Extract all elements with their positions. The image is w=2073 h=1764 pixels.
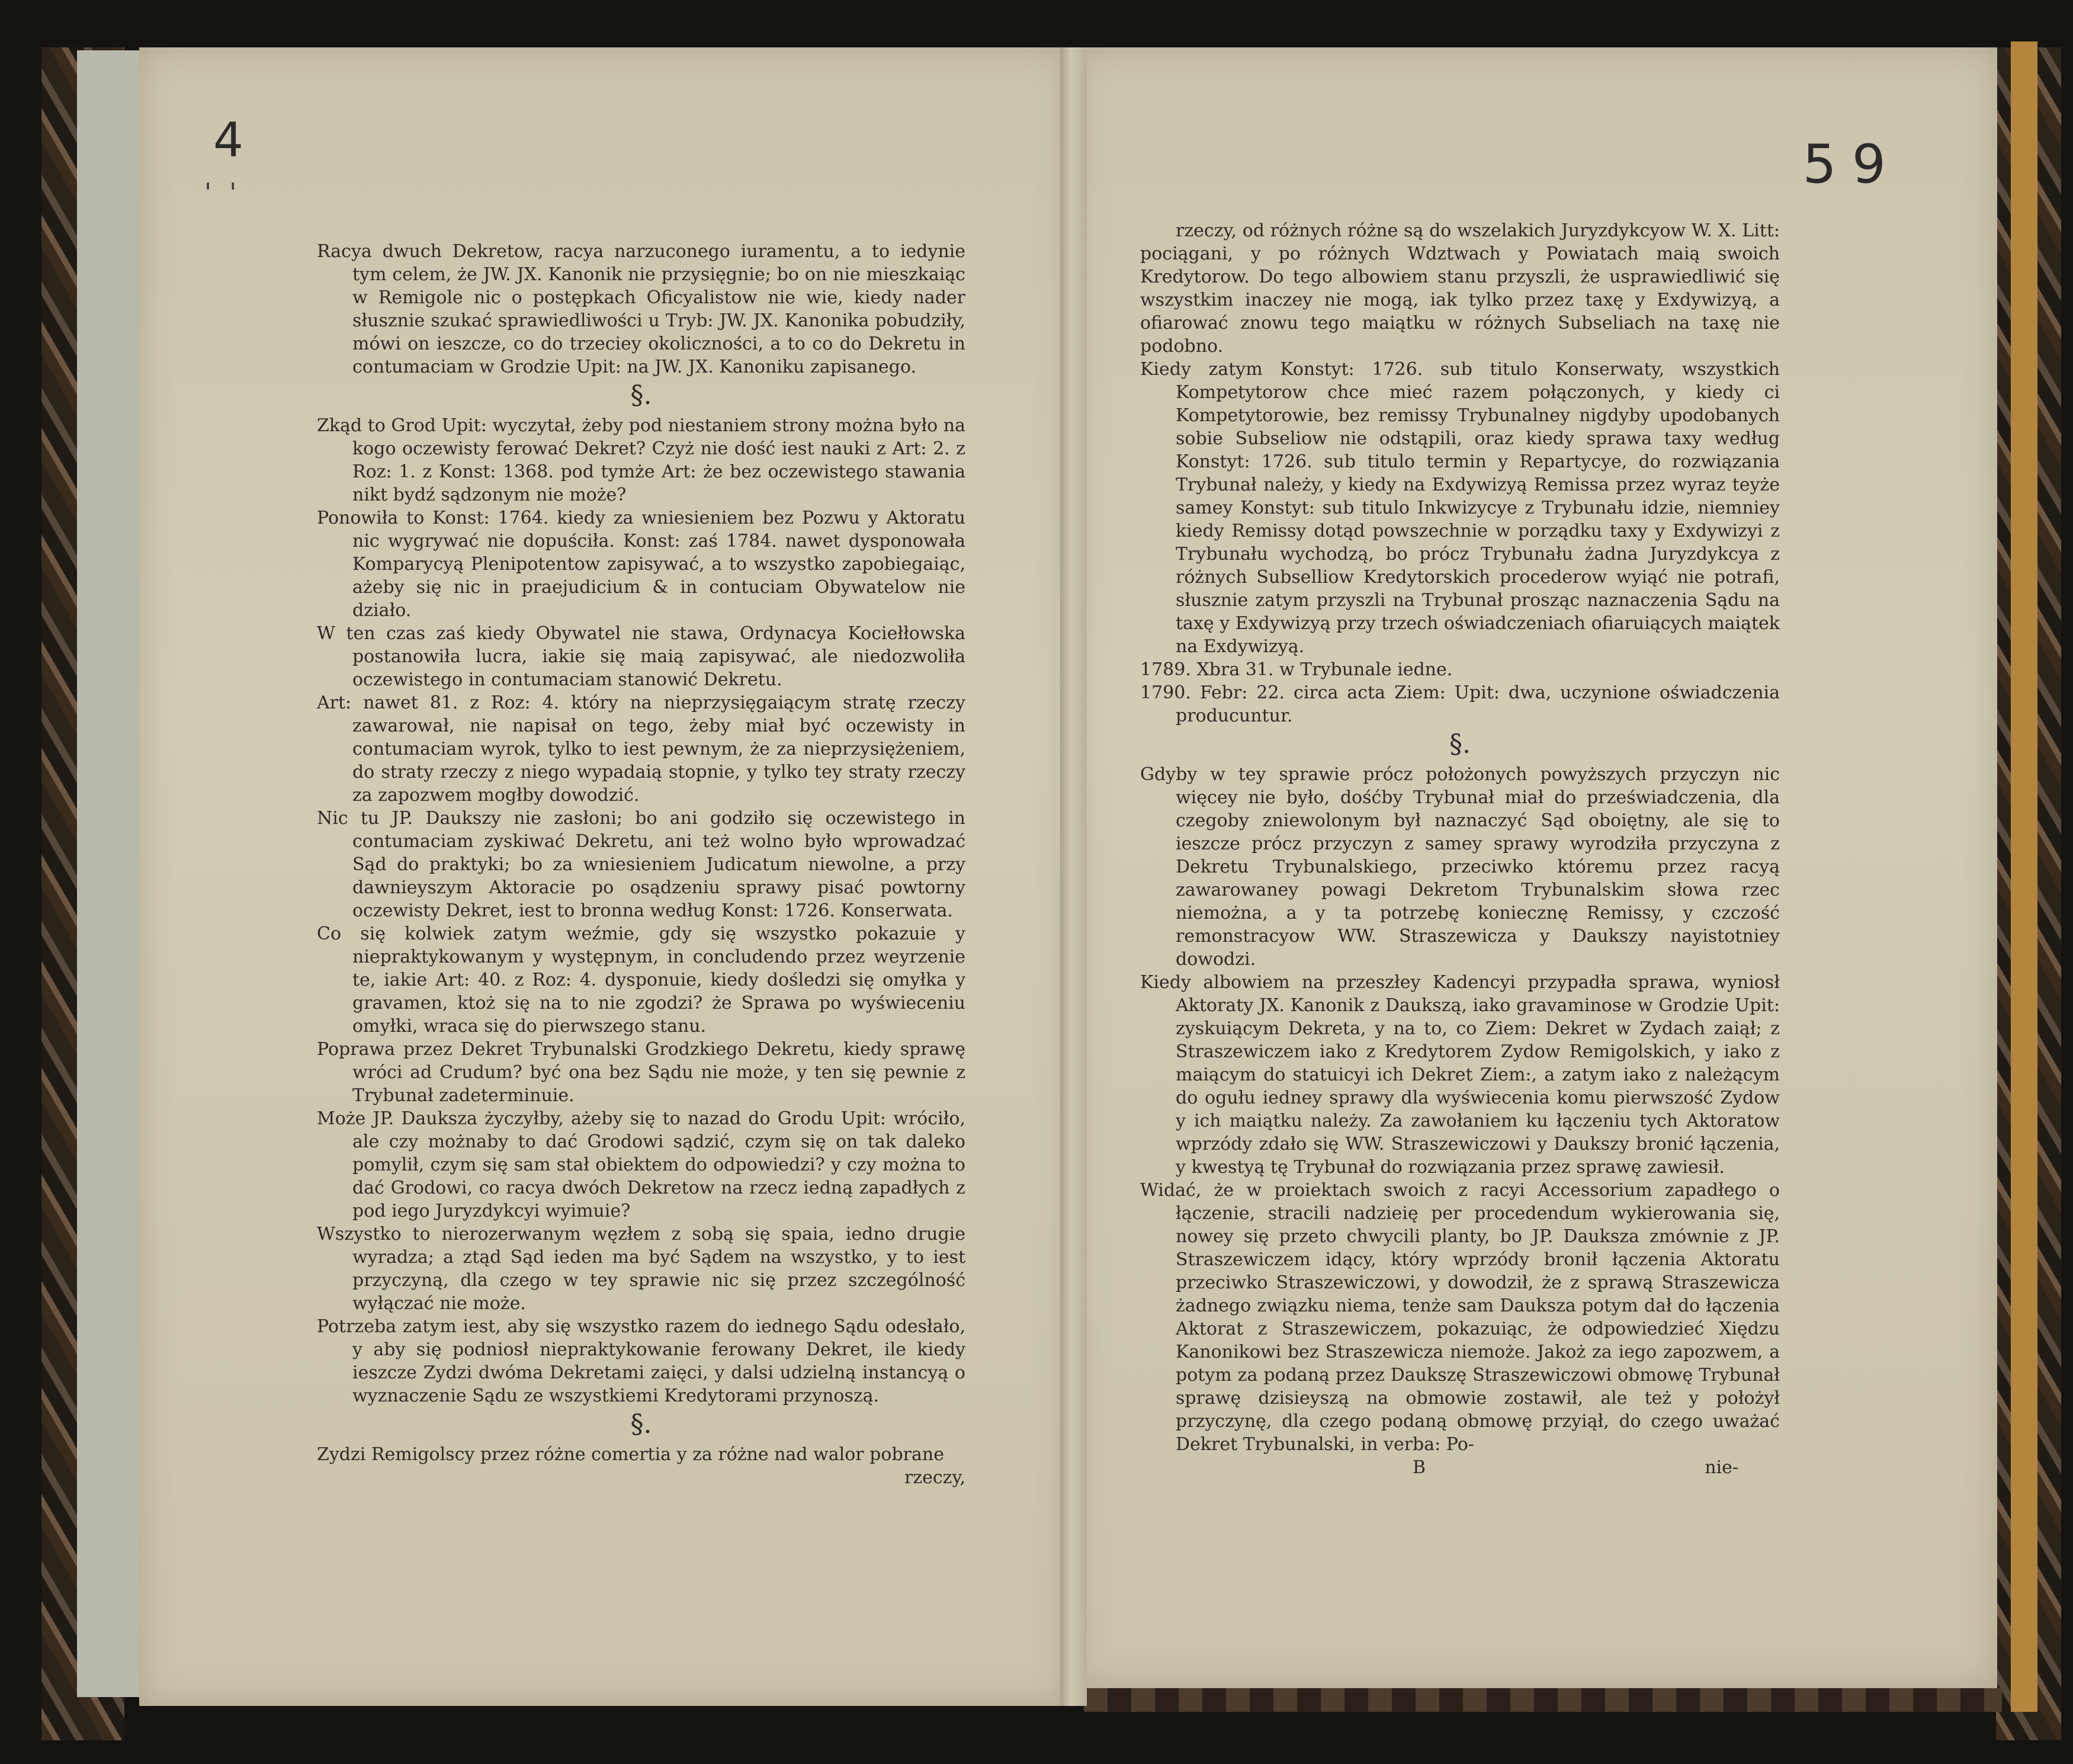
paragraph: W ten czas zaś kiedy Obywatel nie stawa, Ordynacya Kociełłowska postanowiła lucra, iakie się maią zapisywać, ale niedozwoliła oczewistego in contumaciam stanowić Dekretu.	[317, 623, 965, 690]
cover-edge	[2011, 41, 2037, 1712]
paragraph: Co się kolwiek zatym weźmie, gdy się wszystko pokazuie y niepraktykowanym y występnym, in concludendo przez weyrzenie te, iakie Art: 40. z Roz: 4. dysponuie, kiedy dośledzi się omyłka y gravamen, ktoż się na to nie zgodzi? że Sprawa po wyświeceniu omyłki, wraca się do pierwszego stanu.	[317, 923, 965, 1037]
left-page-text	[317, 240, 965, 1489]
paragraph: Potrzeba zatym iest, aby się wszystko razem do iednego Sądu odesłało, y aby się podniosł niepraktykowanie ferowany Dekret, ile kiedy ieszcze Zydzi dwóma Dekretami zaięci, y dalsi udzielną instancyą o wyznaczenie Sądu ze wszystkiemi Kredytorami przynoszą.	[317, 1316, 965, 1406]
signature-mark: B	[1413, 1457, 1426, 1478]
page-edges-bottom	[1084, 1688, 2002, 1712]
right-page-text	[1140, 219, 1780, 1479]
paragraph: Gdyby w tey sprawie prócz położonych powyższych przyczyn nic więcey nie było, dośćby Trybunał miał do przeświadczenia, dla czegoby zniewolonym był naznaczyć Sąd oboiętny, ale się to ieszcze prócz przyczyn z samey sprawy wyrodziła przyczyna z Dekretu Trybunalskiego, przeciwko któremu przez racyą zawarowaney powagi Dekretom Trybunalskim słowa rzec niemożna, a y ta potrzebę koniecznę Remissy, y czczość remonstracyow WW. Straszewicza y Daukszy nayistotniey dowodzi.	[1140, 764, 1780, 970]
paragraph: Zkąd to Grod Upit: wyczytał, żeby pod niestaniem strony można było na kogo oczewisty ferować Dekret? Czyż nie dość iest nauki z Art: 2. z Roz: 1. z Konst: 1368. pod tymże Art: że bez oczewistego stawania nikt bydź sądzonym nie może?	[317, 415, 965, 505]
catchword: nie-	[1705, 1457, 1738, 1478]
right-page-number-note: 59	[1802, 133, 1901, 195]
paragraph: Racya dwuch Dekretow, racya narzuconego iuramentu, a to iedynie tym celem, że JW. JX. Kanonik nie przysięgnie; bo on nie mieszkaiąc w Remigole nic o postępkach Oficyalistow nie wie, kiedy nader słusznie szukać sprawiedliwości u Tryb: JW. JX. Kanonika pobudziły, mówi on ieszcze, co do trzeciey okoliczności, a to co do Dekretu in contumaciam w Grodzie Upit: na JW. JX. Kanoniku zapisanego.	[317, 241, 965, 377]
pencil-mark: ' '	[204, 178, 242, 208]
section-mark: §.	[630, 1409, 652, 1439]
section-mark: §.	[630, 380, 652, 410]
closing-line: Zydzi Remigolscy przez różne comertia y za różne nad walor pobrane	[317, 1444, 944, 1465]
flyleaf	[77, 50, 145, 1697]
paragraph: Widać, że w proiektach swoich z racyi Accessorium zapadłego o łączenie, stracili nadzieię per procedendum wykierowania się, nowey się przeto chwycili planty, bo JP. Dauksza zmównie z JP. Straszewiczem idący, który wprzódy bronił łączenia Aktoratu przeciwko Straszewiczowi, y dowodził, że z sprawą Straszewicza żadnego związku niema, tenże sam Dauksza potym dał do łączenia Aktorat z Straszewiczem, pokazuiąc, że odpowiedzieć Xiędzu Kanonikowi bez Straszewicza niemoże. Jakoż za iego zapozwem, a potym za podaną przez Daukszę Straszewiczowi obmowę Trybunał sprawę dzisieyszą na obmowie zostawił, ale też y położył przyczynę, dla czego podaną obmowę przyiął, do czego uważać Dekret Trybunalski, in verba: Po-	[1140, 1180, 1780, 1455]
paragraph: rzeczy, od różnych różne są do wszelakich Juryzdykcyow W. X. Litt: pociągani, y po różnych Wdztwach y Powiatach maią swoich Kredytorow. Do tego albowiem stanu przyszli, że usprawiedliwić się wszystkim inaczey nie mogą, iak tylko przez taxę y Exdywizyą, a ofiarować znowu tego maiątku w różnych Subseliach na taxę nie podobno.	[1140, 220, 1780, 357]
paragraph: 1789. Xbra 31. w Trybunale iedne.	[1140, 659, 1453, 680]
left-page-number-note: 4	[213, 113, 243, 168]
paragraph: Kiedy albowiem na przeszłey Kadencyi przypadła sprawa, wyniosł Aktoraty JX. Kanonik z Daukszą, iako gravaminose w Grodzie Upit: zyskuiącym Dekreta, y na to, co Ziem: Dekret w Zydach zaiął; z Straszewiczem iako z Kredytorem Zydow Remigolskich, y iako z maiącym do statuicyi ich Dekret Ziem:, a zatym iako z należącym do ogułu iedney sprawy dla wyświecenia komu pierwszość Zydow y ich maiątku należy. Za zawołaniem ku łączeniu tych Aktoratow wprzódy zdało się WW. Straszewiczowi y Daukszy bronić łączenia, y kwestyą tę Trybunał do rozwiązania przez sprawę zawiesił.	[1140, 972, 1780, 1178]
signature-row	[1140, 1456, 1780, 1479]
paragraph: Art: nawet 81. z Roz: 4. który na nieprzysięgaiącym stratę rzeczy zawarował, nie napisał on tego, żeby miał być oczewisty in contumaciam wyrok, tylko to iest pewnym, że za nieprzysiężeniem, do straty rzeczy z niego wypadaią stopnie, y tylko tey straty rzeczy za zapozwem mogłby dowodzić.	[317, 692, 965, 806]
paragraph: Poprawa przez Dekret Trybunalski Grodzkiego Dekretu, kiedy sprawę wróci ad Crudum? być ona bez Sądu nie może, y ten się pewnie z Trybunał zadeterminuie.	[317, 1039, 965, 1106]
book-gutter	[1060, 47, 1087, 1706]
paragraph: Nic tu JP. Daukszy nie zasłoni; bo ani godziło się oczewistego in contumaciam zyskiwać Dekretu, ani też wolno było wprowadzać Sąd do praktyki; bo za wniesieniem Judicatum niewolne, a przy dawnieyszym Aktoracie po osądzeniu sprawy pisać powtorny oczewisty Dekret, iest to bronna według Konst: 1726. Konserwata.	[317, 808, 965, 921]
catchword: rzeczy,	[904, 1467, 965, 1488]
paragraph: 1790. Febr: 22. circa acta Ziem: Upit: dwa, uczynione oświadczenia producuntur.	[1140, 682, 1780, 726]
paragraph: Kiedy zatym Konstyt: 1726. sub titulo Konserwaty, wszystkich Kompetytorow chce mieć razem połączonych, y kiedy ci Kompetytorowie, bez remissy Trybunalney nigdyby upodobanych sobie Subseliow nie odstąpili, oraz kiedy sprawa taxy według Konstyt: 1726. sub titulo termin y Repartycye, do rozwiązania Trybunał należy, y kiedy na Exdywizyą Remissa przez wyraz teyże samey Konstyt: sub titulo Inkwizycye z Trybunału idzie, niemniey kiedy Remissy dotąd powszechnie w porządku taxy y Exdywizyi z Trybunału wychodzą, bo prócz Trybunału żadna Juryzdykcya z różnych Subselliow Kredytorskich procederow wyiąć nie potrafi, słusznie zatym przyszli na Trybunał prosząc naznaczenia Sądu na taxę y Exdywizyą przy trzech oświadczeniach ofiaruiących maiątek na Exdywizyą.	[1140, 359, 1780, 657]
paragraph: Może JP. Dauksza życzyłby, ażeby się to nazad do Grodu Upit: wróciło, ale czy możnaby to dać Grodowi sądzić, czym się on tak daleko pomylił, czym się sam stał obiektem do odpowiedzi? y czy można to dać Grodowi, co racya dwóch Dekretow na rzecz iedną zapadłych z pod iego Juryzdykcyi wyimuie?	[317, 1108, 965, 1221]
paragraph: Ponowiła to Konst: 1764. kiedy za wniesieniem bez Pozwu y Aktoratu nic wygrywać nie dopuściła. Konst: zaś 1784. nawet dysponowała Komparycyą Plenipotentow zapisywać, a to wszystko zapobiegaiąc, ażeby się nic in praejudicium & in contuciam Obywatelow nie działo.	[317, 508, 965, 621]
section-mark: §.	[1449, 729, 1471, 759]
paragraph: Wszystko to nierozerwanym węzłem z sobą się spaia, iedno drugie wyradza; a ztąd Sąd ieden ma być Sądem na wszystko, y to iest przyczyną, dla czego w tey sprawie nic się przez szczególność wyłączać nie może.	[317, 1224, 965, 1314]
